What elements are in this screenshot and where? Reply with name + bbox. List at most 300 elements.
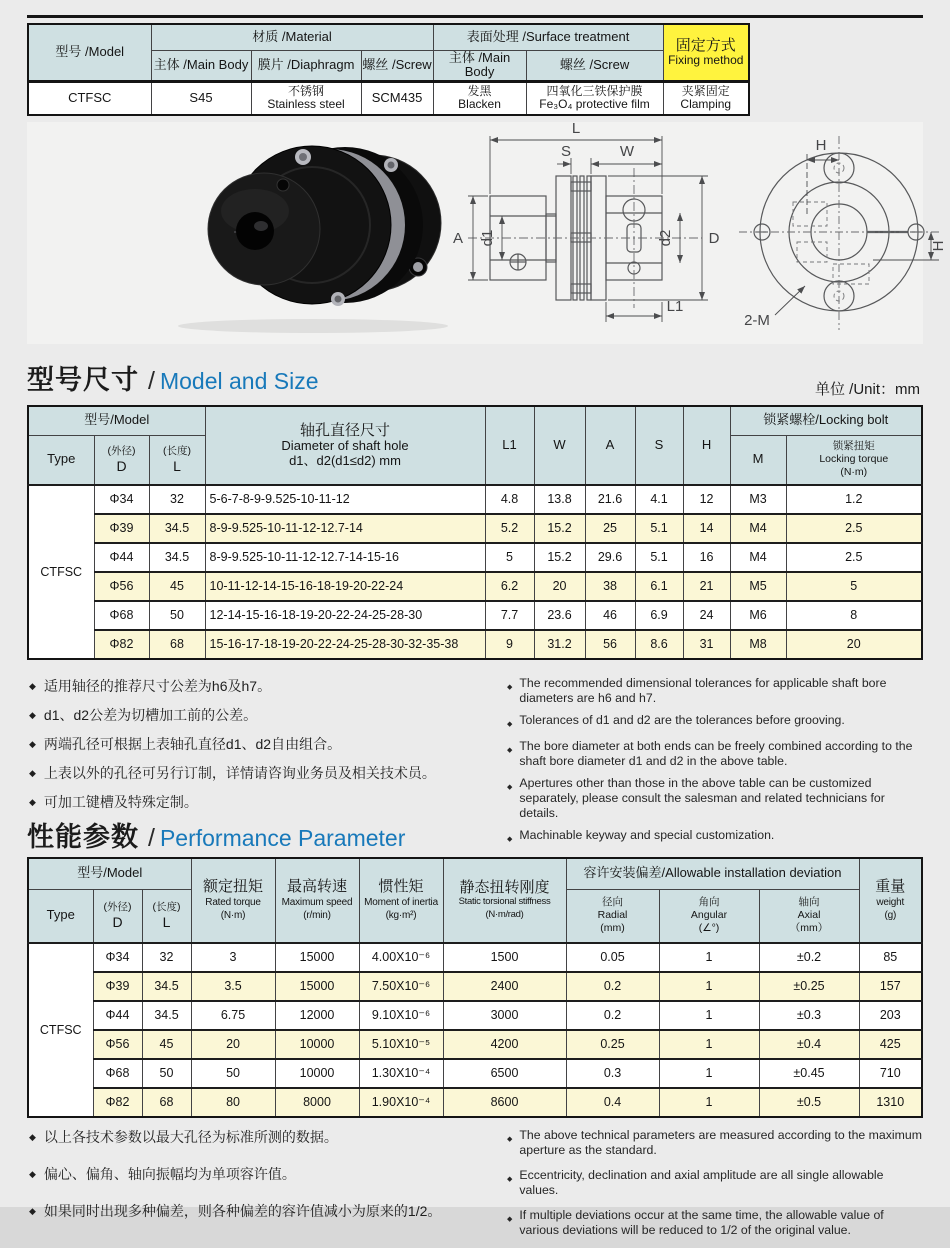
size-notes-en [505,676,925,854]
note [505,713,925,732]
bullet-icon: ◆ [29,681,36,691]
perf-r5-stiff: 8600 [443,1088,566,1117]
note [505,776,925,821]
perf-r5-l: 68 [142,1088,191,1117]
perf-h-stiff-unit: (N·m/rad) [485,909,524,921]
bullet-icon: ◆ [29,1169,36,1179]
spec-diaphragm-value [251,82,361,115]
perf-h-angular-unit: (∠°) [698,922,720,935]
bullet-icon: ◆ [29,739,36,749]
perf-h-stiff-en: Static torsional stiffness [458,896,551,908]
size-r4-l1: 7.7 [485,601,534,630]
perf-r3-radial: 0.25 [566,1030,659,1059]
perf-r2-inertia: 9.10X10⁻⁶ [359,1001,443,1030]
perf-row-1 [28,972,922,1001]
perf-r2-torque: 6.75 [191,1001,275,1030]
perf-r1-axial: ±0.25 [759,972,859,1001]
perf-h-speed-en: Maximum speed [281,896,353,908]
perf-r5-inertia: 1.90X10⁻⁴ [359,1088,443,1117]
size-r1-w: 15.2 [534,514,585,543]
size-r1-s: 5.1 [635,514,683,543]
size-r0-w: 13.8 [534,485,585,514]
size-r2-l1: 5 [485,543,534,572]
size-row-2 [28,543,922,572]
perf-h-deviation: 容许安装偏差/Allowable installation deviation [566,858,859,889]
note [27,672,487,701]
perf-r4-inertia: 1.30X10⁻⁴ [359,1059,443,1088]
perf-h-weight [859,858,922,943]
size-r4-a: 46 [585,601,635,630]
perf-h-axial [759,889,859,943]
size-title-en: Model and Size [159,368,319,394]
size-r3-w: 20 [534,572,585,601]
size-r0-s: 4.1 [635,485,683,514]
size-row-5 [28,630,922,659]
perf-r1-angular: 1 [659,972,759,1001]
perf-h-radial-unit: (mm) [600,922,625,935]
dim-A-label: A [452,230,464,247]
perf-r1-inertia: 7.50X10⁻⁶ [359,972,443,1001]
size-r1-bores: 8-9-9.525-10-11-12-12.7-14 [205,514,485,543]
size-r3-tq: 5 [786,572,922,601]
size-r2-w: 15.2 [534,543,585,572]
perf-r1-radial: 0.2 [566,972,659,1001]
size-r4-bores: 12-14-15-16-18-19-20-22-24-25-28-30 [205,601,485,630]
perf-r3-weight: 425 [859,1030,922,1059]
perf-r0-weight: 85 [859,943,922,972]
perf-h-torque-en: Rated torque [205,896,261,908]
size-r5-d: Φ82 [94,630,149,659]
note-text: Tolerances of d1 and d2 are the tolerances before grooving. [519,713,845,727]
size-r4-w: 23.6 [534,601,585,630]
size-r1-l: 34.5 [149,514,205,543]
dim-d1-label: d1 [479,229,496,247]
spec-diaphragm-zh: 不锈钢 [287,83,324,98]
bullet-icon: ◆ [29,797,36,807]
spec-surface-main-zh: 发黑 [467,83,492,98]
note [27,1126,492,1148]
note-text: 偏心、偏角、轴向振幅均为单项容许值。 [43,1166,296,1182]
perf-title-separator: / [148,824,155,852]
perf-r5-radial: 0.4 [566,1088,659,1117]
size-r0-bores: 5-6-7-8-9-9.525-10-11-12 [205,485,485,514]
size-r0-h: 12 [683,485,730,514]
size-h-w: W [534,406,585,485]
perf-r3-stiff: 4200 [443,1030,566,1059]
note-text: 如果同时出现多种偏差，则各种偏差的容许值减小为原来的1/2。 [43,1203,442,1219]
perf-row-2 [28,1001,922,1030]
perf-r2-weight: 203 [859,1001,922,1030]
dim-D-label: D [708,230,720,247]
perf-h-type: Type [28,889,93,943]
perf-section-title [27,815,405,854]
note [27,759,487,788]
perf-h-radial-zh: 径向 [602,896,624,909]
size-row-0 [28,485,922,514]
size-r0-a: 21.6 [585,485,635,514]
size-r5-tq: 20 [786,630,922,659]
perf-type-value: CTFSC [28,943,93,1117]
spec-surface-screw-en: Fe₃O₄ protective film [539,97,650,112]
dim-d2-label: d2 [657,229,674,247]
note-text: Eccentricity, declination and axial amplitude are all single allowable values. [519,1168,884,1197]
performance-table [27,857,923,1118]
spec-h-surface: 表面处理 /Surface treatment [433,24,663,50]
side-view-drawing [440,110,730,345]
perf-notes-zh [27,1126,492,1237]
perf-h-od-sym: D [112,913,123,930]
dim-H-right-label: H [930,240,947,252]
perf-h-inertia-zh: 惯性矩 [378,878,424,896]
size-r0-m: M3 [730,485,786,514]
size-row-1 [28,514,922,543]
dim-L-label: L [571,120,581,137]
perf-row-0 [28,943,922,972]
perf-h-radial [566,889,659,943]
note-text: 上表以外的孔径可另行订制，详情请咨询业务员及相关技术员。 [43,765,436,781]
perf-h-od-zh: (外径) [103,900,132,913]
perf-h-axial-zh: 轴向 [798,896,820,909]
dim-S-label: S [560,143,572,160]
perf-h-model: 型号/Model [28,858,191,889]
perf-r1-d: Φ39 [93,972,142,1001]
note [505,1128,925,1158]
size-r1-tq: 2.5 [786,514,922,543]
size-row-4 [28,601,922,630]
note [27,730,487,759]
perf-r3-inertia: 5.10X10⁻⁵ [359,1030,443,1059]
unit-note: 单位 /Unit：mm [814,381,920,398]
perf-r3-torque: 20 [191,1030,275,1059]
note [505,1208,925,1238]
dim-W-label: W [619,143,635,160]
perf-r1-l: 34.5 [142,972,191,1001]
note [505,739,925,769]
size-h-outer-dia [94,435,149,485]
note [505,1168,925,1198]
perf-r4-l: 50 [142,1059,191,1088]
perf-r3-angular: 1 [659,1030,759,1059]
note [27,1200,492,1222]
front-view-drawing [733,122,950,337]
size-r5-h: 31 [683,630,730,659]
size-r4-m: M6 [730,601,786,630]
perf-h-inertia [359,858,443,943]
size-h-torque-zh: 锁紧扭矩 [832,440,875,453]
size-r3-s: 6.1 [635,572,683,601]
perf-r0-radial: 0.05 [566,943,659,972]
perf-r2-axial: ±0.3 [759,1001,859,1030]
perf-h-stiffness [443,858,566,943]
perf-r4-weight: 710 [859,1059,922,1088]
spec-fixing-en: Clamping [680,97,732,112]
size-h-shaft-zh: 轴孔直径尺寸 [300,422,391,440]
perf-h-angular-zh: 角向 [698,896,720,909]
size-r4-h: 24 [683,601,730,630]
perf-r0-speed: 15000 [275,943,359,972]
perf-r4-axial: ±0.45 [759,1059,859,1088]
bullet-icon: ◆ [507,1176,513,1183]
perf-r1-speed: 15000 [275,972,359,1001]
perf-h-torque-zh: 额定扭矩 [203,878,264,896]
size-h-od-sym: D [116,457,127,474]
perf-h-weight-zh: 重量 [875,878,906,896]
spec-h-main-body: 主体 /Main Body [151,50,251,82]
note-text: Apertures other than those in the above table can be customized separately, please consult the salesman and related technicians for details. [519,776,885,820]
size-r3-a: 38 [585,572,635,601]
size-h-torque-unit: (N·m) [840,466,868,479]
size-h-shaft-range: d1、d2(d1≤d2) mm [289,453,401,469]
note-text: The recommended dimensional tolerances for applicable shaft bore diameters are h6 and h7. [519,676,887,705]
top-rule [27,15,923,18]
size-r1-a: 25 [585,514,635,543]
note-text: Machinable keyway and special customization. [519,828,775,842]
perf-h-angular-en: Angular [690,909,728,922]
size-r5-a: 56 [585,630,635,659]
spec-surface-main-en: Blacken [458,97,501,112]
note-text: The bore diameter at both ends can be freely combined according to the shaft bore diameter d1 and d2 in the above table. [519,739,913,768]
perf-r4-stiff: 6500 [443,1059,566,1088]
size-r2-m: M4 [730,543,786,572]
size-title-separator: / [148,367,155,395]
perf-r5-axial: ±0.5 [759,1088,859,1117]
size-type-value: CTFSC [28,485,94,659]
size-h-len-zh: (长度) [163,444,191,457]
bullet-icon: ◆ [507,1136,513,1143]
perf-r5-weight: 1310 [859,1088,922,1117]
perf-row-4 [28,1059,922,1088]
perf-h-weight-en: weight [876,896,905,908]
perf-r4-speed: 10000 [275,1059,359,1088]
perf-r2-l: 34.5 [142,1001,191,1030]
perf-h-stiff-zh: 静态扭转刚度 [459,879,550,897]
bullet-icon: ◆ [507,836,513,843]
size-r2-a: 29.6 [585,543,635,572]
note [27,1163,492,1185]
size-r2-bores: 8-9-9.525-10-11-12-12.7-14-15-16 [205,543,485,572]
size-r3-l: 45 [149,572,205,601]
note-text: 以上各技术参数以最大孔径为标准所测的数据。 [43,1129,338,1145]
perf-r0-angular: 1 [659,943,759,972]
bullet-icon: ◆ [507,684,513,691]
perf-r0-axial: ±0.2 [759,943,859,972]
perf-row-3 [28,1030,922,1059]
note [27,701,487,730]
perf-r3-d: Φ56 [93,1030,142,1059]
spec-diaphragm-en: Stainless steel [267,97,345,112]
size-r1-d: Φ39 [94,514,149,543]
perf-h-axial-unit: （mm） [789,922,829,935]
perf-r3-axial: ±0.4 [759,1030,859,1059]
perf-h-len-sym: L [162,913,171,930]
dim-H-top-label: H [815,137,827,154]
perf-r1-stiff: 2400 [443,972,566,1001]
size-h-type: Type [28,435,94,485]
size-section-title [27,358,319,397]
note-text: The above technical parameters are measured according to the maximum aperture as the standard. [519,1128,922,1157]
size-h-len-sym: L [173,457,181,474]
spec-surface-screw-zh: 四氧化三铁保护膜 [546,83,643,98]
spec-h-fixing [663,24,749,82]
size-r2-d: Φ44 [94,543,149,572]
size-title-zh: 型号尺寸 [27,365,139,395]
perf-h-inertia-unit: (kg·m²) [385,910,417,922]
note-text: d1、d2公差为切槽加工前的公差。 [43,707,258,723]
size-h-shaft-hole [205,406,485,485]
perf-r1-torque: 3.5 [191,972,275,1001]
perf-h-angular [659,889,759,943]
perf-h-axial-en: Axial [797,909,821,922]
size-h-a: A [585,406,635,485]
product-photo [133,127,473,339]
size-h-od-zh: (外径) [107,444,136,457]
perf-r0-l: 32 [142,943,191,972]
dim-L1-label: L1 [666,298,684,315]
bullet-icon: ◆ [29,768,36,778]
size-r2-tq: 2.5 [786,543,922,572]
size-r1-h: 14 [683,514,730,543]
note [505,676,925,706]
size-r3-l1: 6.2 [485,572,534,601]
note-text: 可加工键槽及特殊定制。 [43,794,198,810]
spec-table [27,23,750,116]
perf-r1-weight: 157 [859,972,922,1001]
perf-r2-d: Φ44 [93,1001,142,1030]
perf-r0-inertia: 4.00X10⁻⁶ [359,943,443,972]
perf-r4-torque: 50 [191,1059,275,1088]
size-header-row-1 [28,406,922,435]
perf-r5-torque: 80 [191,1088,275,1117]
size-r5-l: 68 [149,630,205,659]
size-r5-s: 8.6 [635,630,683,659]
perf-r4-angular: 1 [659,1059,759,1088]
spec-h-model-zh: 型号 [55,44,82,60]
size-table [27,405,923,660]
size-r0-tq: 1.2 [786,485,922,514]
size-r0-d: Φ34 [94,485,149,514]
size-h-m: M [730,435,786,485]
size-r0-l1: 4.8 [485,485,534,514]
spec-h-screw: 螺丝 /Screw [361,50,433,82]
perf-h-weight-unit: (g) [884,910,897,922]
size-r5-l1: 9 [485,630,534,659]
size-notes-zh [27,672,487,817]
size-r4-d: Φ68 [94,601,149,630]
spec-main-body-value: S45 [151,82,251,115]
spec-h-fixing-en: Fixing method [668,53,744,68]
spec-h-model-en: /Model [85,44,125,60]
spec-model-value: CTFSC [28,82,151,115]
note-text: 两端孔径可根据上表轴孔直径d1、d2自由组合。 [43,736,342,752]
size-r4-tq: 8 [786,601,922,630]
perf-r3-l: 45 [142,1030,191,1059]
perf-h-torque-unit: (N·m) [220,910,246,922]
size-r2-h: 16 [683,543,730,572]
size-r2-l: 34.5 [149,543,205,572]
perf-h-len-zh: (长度) [152,900,181,913]
size-h-torque-en: Locking torque [819,453,889,466]
spec-h-material: 材质 /Material [151,24,433,50]
perf-h-speed-unit: (r/min) [303,910,331,922]
size-h-locking-torque [786,435,922,485]
perf-r3-speed: 10000 [275,1030,359,1059]
perf-r0-torque: 3 [191,943,275,972]
size-r5-bores: 15-16-17-18-19-20-22-24-25-28-30-32-35-38 [205,630,485,659]
perf-title-zh: 性能参数 [27,822,139,852]
note-text: If multiple deviations occur at the same time, the allowable value of various deviations will be reduced to 1/2 of the original value. [519,1208,884,1237]
size-h-s: S [635,406,683,485]
size-r3-bores: 10-11-12-14-15-16-18-19-20-22-24 [205,572,485,601]
size-h-model: 型号/Model [28,406,205,435]
perf-r2-angular: 1 [659,1001,759,1030]
size-h-h: H [683,406,730,485]
size-r4-s: 6.9 [635,601,683,630]
size-r1-m: M4 [730,514,786,543]
bolt-count-label: 2-M [744,312,770,329]
spec-h-surface-screw: 螺丝 /Screw [526,50,663,82]
perf-h-inertia-en: Moment of inertia [364,896,438,908]
bullet-icon: ◆ [507,721,513,728]
note [27,788,487,817]
size-r5-m: M8 [730,630,786,659]
perf-r2-speed: 12000 [275,1001,359,1030]
note-text: 适用轴径的推荐尺寸公差为h6及h7。 [43,678,272,694]
perf-r5-speed: 8000 [275,1088,359,1117]
perf-r2-radial: 0.2 [566,1001,659,1030]
size-r3-d: Φ56 [94,572,149,601]
size-h-length [149,435,205,485]
size-r5-w: 31.2 [534,630,585,659]
perf-r5-angular: 1 [659,1088,759,1117]
perf-r2-stiff: 3000 [443,1001,566,1030]
spec-screw-value: SCM435 [361,82,433,115]
perf-r0-d: Φ34 [93,943,142,972]
size-r2-s: 5.1 [635,543,683,572]
size-r0-l: 32 [149,485,205,514]
perf-header-row-1 [28,858,922,889]
size-h-locking-bolt: 锁紧螺栓/Locking bolt [730,406,922,435]
spec-h-diaphragm: 膜片 /Diaphragm [251,50,361,82]
size-h-shaft-en: Diameter of shaft hole [281,438,409,454]
spec-fixing-zh: 夹紧固定 [681,83,730,98]
bullet-icon: ◆ [29,1132,36,1142]
spec-h-surface-main: 主体 /Main Body [433,50,526,82]
perf-h-outer-dia [93,889,142,943]
perf-r4-d: Φ68 [93,1059,142,1088]
perf-title-en: Performance Parameter [159,825,406,851]
spec-header-row-1 [28,24,749,50]
size-r3-h: 21 [683,572,730,601]
bullet-icon: ◆ [507,747,513,754]
perf-h-radial-en: Radial [597,909,628,922]
note [505,828,925,847]
size-row-3 [28,572,922,601]
bullet-icon: ◆ [29,1206,36,1216]
bullet-icon: ◆ [29,710,36,720]
perf-row-5 [28,1088,922,1117]
spec-h-fixing-zh: 固定方式 [675,37,736,55]
perf-r5-d: Φ82 [93,1088,142,1117]
perf-r0-stiff: 1500 [443,943,566,972]
perf-h-speed-zh: 最高转速 [287,878,348,896]
size-r1-l1: 5.2 [485,514,534,543]
perf-h-max-speed [275,858,359,943]
size-r3-m: M5 [730,572,786,601]
perf-r4-radial: 0.3 [566,1059,659,1088]
size-h-l1: L1 [485,406,534,485]
perf-h-rated-torque [191,858,275,943]
size-r4-l: 50 [149,601,205,630]
